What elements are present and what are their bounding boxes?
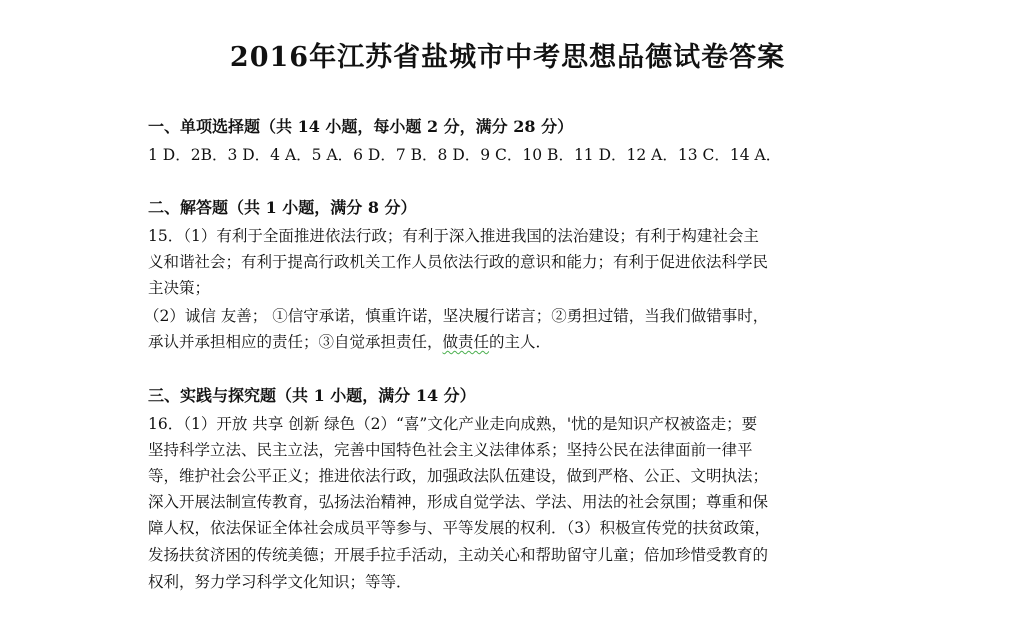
answer-line: （2）诚信 友善； ①信守承诺，慎重许诺，坚决履行诺言；②勇担过错，当我们做错事时， bbox=[144, 307, 769, 325]
answer-line: 障人权，依法保证全体社会成员平等参与、平等发展的权利．（3）积极宣传党的扶贫政策， bbox=[148, 519, 771, 537]
answer-line: 发扬扶贫济困的传统美德；开展手拉手活动，主动关心和帮助留守儿童；倍加珍惜受教育的 bbox=[148, 546, 769, 564]
document-title: 2016年江苏省盐城市中考思想品德试卷答案 bbox=[229, 42, 786, 73]
spellcheck-underlined-text: 做责任 bbox=[442, 333, 490, 351]
answer-line: 15．（1）有利于全面推进依法行政；有利于深入推进我国的法治建设；有利于构建社会主 bbox=[148, 227, 759, 245]
answer-line-multiple-choice: 1 D．2B．3 D．4 A．5 A．6 D．7 B．8 D．9 C．10 B．11 D．12 A．13 C．14 A． bbox=[148, 146, 782, 164]
answer-line: 主决策； bbox=[148, 279, 211, 297]
section-heading-multiple-choice: 一、单项选择题（共 14 小题，每小题 2 分，满分 28 分） bbox=[148, 117, 574, 136]
answer-line: 坚持科学立法、民主立法，完善中国特色社会主义法律体系；坚持公民在法律面前一律平 bbox=[148, 441, 753, 459]
answer-line: 义和谐社会；有利于提高行政机关工作人员依法行政的意识和能力；有利于促进依法科学民 bbox=[148, 253, 769, 271]
answer-line: 深入开展法制宣传教育，弘扬法治精神，形成自觉学法、学法、用法的社会氛围；尊重和保 bbox=[148, 493, 769, 511]
answer-line: 等，维护社会公平正义；推进依法行政，加强政法队伍建设，做到严格、公正、文明执法； bbox=[148, 467, 769, 485]
answer-text: 的主人． bbox=[489, 333, 552, 351]
answer-line: 16．（1）开放 共享 创新 绿色（2）“喜”文化产业走向成熟，'忧的是知识产权被盗走；要 bbox=[148, 415, 758, 433]
answer-line: 权利，努力学习科学文化知识；等等． bbox=[148, 573, 412, 591]
answer-line bbox=[148, 330, 551, 354]
answer-text: 承认并承担相应的责任；③自觉承担责任， bbox=[148, 333, 443, 351]
section-heading-practice-inquiry: 三、实践与探究题（共 1 小题，满分 14 分） bbox=[148, 386, 476, 405]
section-heading-short-answer: 二、解答题（共 1 小题，满分 8 分） bbox=[148, 198, 417, 217]
